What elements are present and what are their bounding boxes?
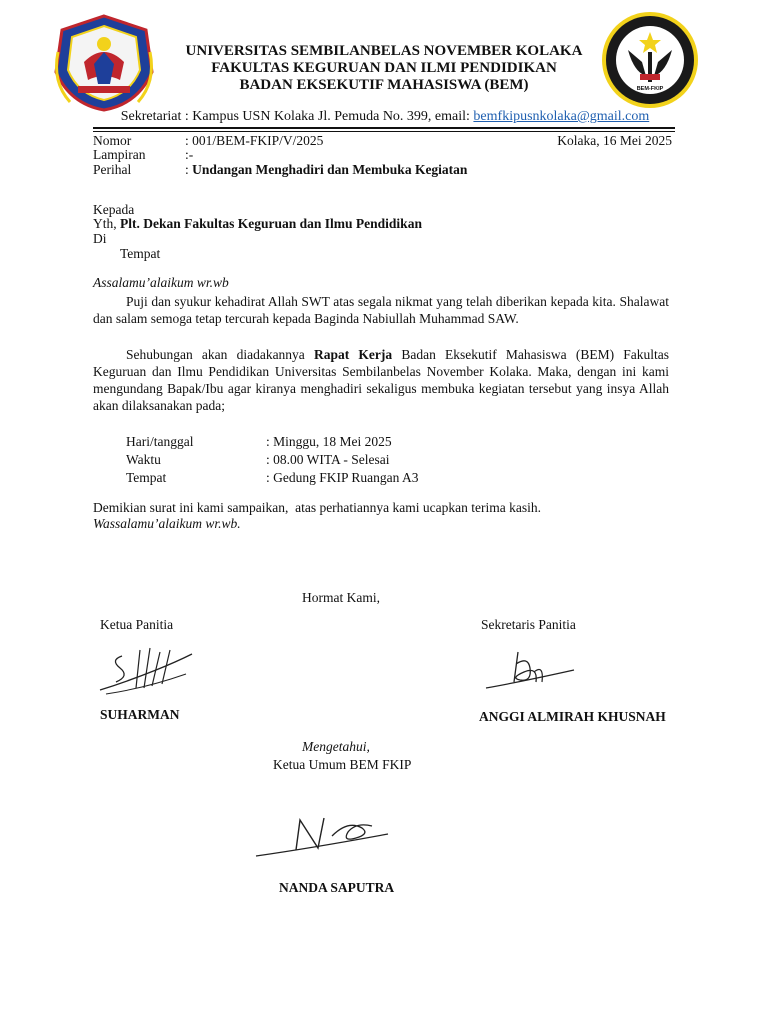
nomor-value: : 001/BEM-FKIP/V/2025	[185, 133, 324, 148]
center-signatory-name: NANDA SAPUTRA	[279, 880, 395, 895]
paragraph-1-text: Puji dan syukur kehadirat Allah SWT atas segala nikmat yang telah diberikan kepada kita. Shalawat dan salam semoga tetap tercurah kepada Baginda Nabiullah Muhammad SAW.	[93, 294, 669, 326]
center-signature	[252, 812, 392, 868]
left-signatory-role: Ketua Panitia	[100, 617, 174, 632]
email-link[interactable]: bemfkipusnkolaka@gmail.com	[473, 109, 650, 124]
header-faculty: FAKULTAS KEGURUAN DAN ILMI PENDIDIKAN	[211, 60, 557, 76]
right-signature	[480, 642, 580, 702]
right-signatory-name: ANGGI ALMIRAH KHUSNAH	[479, 709, 666, 724]
recipient-name: Plt. Dekan Fakultas Keguruan dan Ilmu Pendidikan	[120, 216, 422, 231]
sekretariat-line	[60, 109, 710, 125]
university-logo	[48, 12, 160, 112]
header-organization: BADAN EKSEKUTIF MAHASISWA (BEM)	[239, 77, 529, 93]
recipient-yth: Yth,	[93, 216, 120, 231]
hormat-kami: Hormat Kami,	[302, 590, 380, 605]
paragraph-2	[93, 346, 669, 414]
perihal-label: Perihal	[93, 162, 132, 177]
detail-label: Tempat	[126, 470, 167, 485]
detail-label: Waktu	[126, 452, 161, 467]
bem-logo	[598, 10, 702, 110]
left-signature	[96, 642, 200, 702]
bem-logo-label: BEM-FKIP	[636, 86, 664, 92]
detail-value: : 08.00 WITA - Selesai	[266, 452, 390, 467]
paragraph-2-start: Sehubungan akan diadakannya	[126, 347, 314, 362]
paragraph-2-text	[93, 346, 669, 414]
recipient-line	[93, 216, 422, 232]
center-signatory-role: Ketua Umum BEM FKIP	[273, 757, 412, 772]
farewell-text: Wassalamu’alaikum wr.wb.	[93, 516, 241, 531]
perihal-value: Undangan Menghadiri dan Membuka Kegiatan	[192, 162, 468, 177]
closing-text: Demikian surat ini kami sampaikan, atas perhatiannya kami ucapkan terima kasih.	[93, 500, 541, 515]
header-university: UNIVERSITAS SEMBILANBELAS NOVEMBER KOLAKA	[185, 43, 583, 59]
detail-value: : Minggu, 18 Mei 2025	[266, 434, 392, 449]
right-signatory-role: Sekretaris Panitia	[481, 617, 576, 632]
recipient-kepada: Kepada	[93, 202, 135, 217]
sekretariat-address: Sekretariat : Kampus USN Kolaka Jl. Pemuda No. 399, email:	[120, 109, 474, 124]
lampiran-label: Lampiran	[93, 147, 146, 162]
place-date: Kolaka, 16 Mei 2025	[557, 133, 672, 148]
paragraph-2-event: Rapat Kerja	[313, 347, 393, 362]
paragraph-2-rest: Badan Eksekutif Mahasiswa (BEM) Fakultas Keguruan dan Ilmu Pendidikan Universitas Sembilanbelas November Kolaka. Maka, dengan ini kami mengundang Bapak/Ibu agar kiranya menghadiri sekaligus membuka kegiatan tersebut yang insya Allah akan dilaksanakan pada;	[93, 347, 669, 413]
greeting: Assalamu’alaikum wr.wb	[93, 275, 229, 290]
recipient-tempat: Tempat	[120, 246, 161, 261]
recipient-di: Di	[93, 231, 107, 246]
left-signatory-name: SUHARMAN	[100, 707, 180, 722]
detail-value: : Gedung FKIP Ruangan A3	[266, 470, 419, 485]
perihal-line	[185, 162, 467, 178]
header-rule-thick	[93, 127, 675, 129]
mengetahui: Mengetahui,	[302, 739, 370, 754]
detail-label: Hari/tanggal	[126, 434, 194, 449]
nomor-label: Nomor	[93, 133, 132, 148]
header-rule-thin	[93, 131, 675, 132]
perihal-colon: :	[185, 162, 193, 177]
lampiran-value: :-	[185, 147, 194, 162]
paragraph-1	[93, 293, 669, 327]
